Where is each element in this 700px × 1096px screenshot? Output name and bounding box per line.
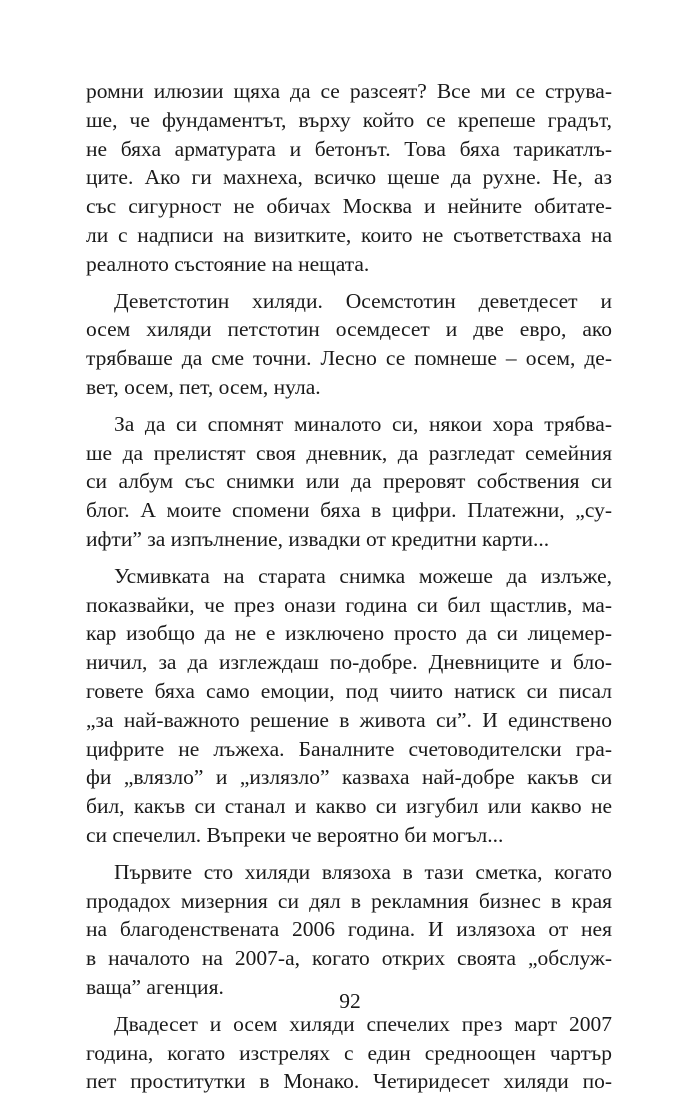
text-line: ифти” за изпълнение, извадки от кредитни карти... — [86, 526, 550, 551]
text-line: си албум със снимки или да преровят собствения си — [86, 469, 612, 494]
page-number: 92 — [339, 989, 361, 1013]
text-line: ромни илюзии щяха да се разсеят? Все ми се струва- — [86, 79, 612, 103]
text-line: на благоденствената 2006 година. И излязоха от нея — [86, 917, 612, 942]
text-line: ше, че фундаментът, върху който се крепеше градът, — [86, 107, 612, 132]
text-line: осем хиляди петстотин осемдесет и две евро, ако — [86, 317, 612, 342]
text-line: продадох мизерния си дял в рекламния бизнес в края — [86, 888, 612, 913]
text-line: ваща” агенция. — [86, 974, 224, 999]
text-line: реалното състояние на нещата. — [86, 251, 370, 276]
text-line: си спечелил. Въпреки че вероятно би могъл... — [86, 822, 504, 847]
paragraph-gap — [86, 554, 612, 562]
paragraph — [86, 410, 612, 554]
text-line: блог. А моите спомени бяха в цифри. Платежни, „су- — [86, 498, 612, 523]
text-line: „за най-важното решение в живота си”. И единствено — [86, 707, 612, 732]
text-line: говете бяха само емоции, под чиито натиск си писал — [86, 678, 612, 703]
text-line: ше да прелистят своя дневник, да разгледат семейния — [86, 440, 612, 465]
paragraph — [86, 562, 612, 850]
text-line: ли с надписи на визитките, които не съответстваха на — [86, 222, 612, 247]
text-line: ничил, за да изглеждаш по-добре. Дневниците и бло- — [86, 650, 612, 675]
paragraph-gap — [86, 402, 612, 410]
paragraph — [86, 1010, 612, 1096]
paragraph-gap — [86, 279, 612, 287]
text-line: Двадесет и осем хиляди спечелих през март 2007 — [114, 1011, 612, 1036]
text-line: в началото на 2007-а, когато открих своята „обслуж- — [86, 946, 612, 971]
text-line: бил, какъв си станал и какво си изгубил или какво не — [86, 794, 612, 819]
paragraph-gap — [86, 850, 612, 858]
text-line: Деветстотин хиляди. Осемстотин деветдесет и — [114, 288, 612, 313]
text-line: показвайки, че през онази година си бил щастлив, ма- — [86, 592, 612, 617]
paragraph — [86, 858, 612, 1002]
text-line: ците. Ако ги махнеха, всичко щеше да рухне. Не, аз — [86, 165, 612, 190]
body-text — [86, 77, 612, 1096]
paragraph — [86, 287, 612, 402]
text-line: трябваше да сме точни. Лесно се помнеше – осем, де- — [86, 346, 612, 371]
text-line: цифрите не лъжеха. Баналните счетоводителски гра- — [86, 736, 612, 761]
text-line: фи „влязло” и „излязло” казваха най-добре какъв си — [86, 765, 612, 790]
text-line: със сигурност не обичах Москва и нейните обитате- — [86, 194, 612, 219]
text-line: кар изобщо да не е изключено просто да си лицемер- — [86, 621, 612, 646]
text-line: не бяха арматурата и бетонът. Това бяха тарикатлъ- — [86, 136, 612, 161]
text-line: година, когато изстрелях с един средноощен чартър — [86, 1040, 612, 1065]
text-line: пет проститутки в Монако. Четиридесет хиляди по- — [86, 1069, 612, 1094]
text-line: Първите сто хиляди влязоха в тази сметка, когато — [114, 859, 612, 884]
text-line: вет, осем, пет, осем, нула. — [86, 374, 321, 399]
paragraph — [86, 77, 612, 279]
text-line: За да си спомнят миналото си, някои хора трябва- — [114, 411, 612, 436]
text-line: Усмивката на старата снимка можеше да излъже, — [114, 563, 612, 588]
